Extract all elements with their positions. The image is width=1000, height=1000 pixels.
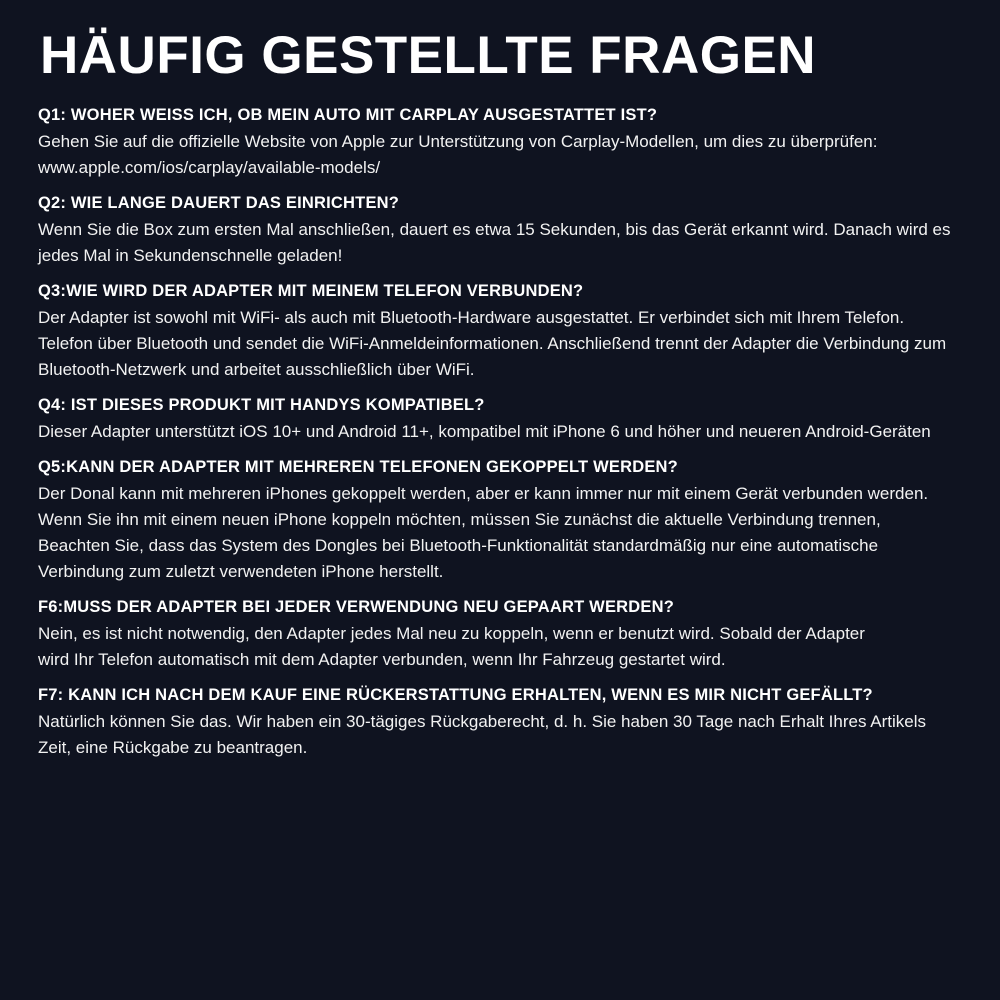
faq-item bbox=[38, 456, 962, 585]
faq-item bbox=[38, 394, 962, 445]
faq-answer-line: wird Ihr Telefon automatisch mit dem Adapter verbunden, wenn Ihr Fahrzeug gestartet wird. bbox=[38, 650, 726, 669]
faq-question: Q5:KANN DER ADAPTER MIT MEHREREN TELEFONEN GEKOPPELT WERDEN? bbox=[38, 458, 678, 476]
faq-question: Q4: IST DIESES PRODUKT MIT HANDYS KOMPATIBEL? bbox=[38, 396, 485, 414]
faq-answer: Wenn Sie die Box zum ersten Mal anschließen, dauert es etwa 15 Sekunden, bis das Gerät erkannt wird. Danach wird es jedes Mal in Sekundenschnelle geladen! bbox=[38, 220, 951, 265]
page-title: HÄUFIG GESTELLTE FRAGEN bbox=[40, 26, 817, 85]
faq-item bbox=[38, 596, 962, 673]
faq-item bbox=[38, 684, 962, 761]
faq-question: Q1: WOHER WEISS ICH, OB MEIN AUTO MIT CARPLAY AUSGESTATTET IST? bbox=[38, 106, 658, 124]
faq-answer-line: Nein, es ist nicht notwendig, den Adapter jedes Mal neu zu koppeln, wenn er benutzt wird. Sobald der Adapter bbox=[38, 624, 865, 643]
faq-answer: Natürlich können Sie das. Wir haben ein 30-tägiges Rückgaberecht, d. h. Sie haben 30 Tage nach Erhalt Ihres Artikels Zeit, eine Rückgabe zu beantragen. bbox=[38, 712, 926, 757]
faq-item bbox=[38, 192, 962, 269]
faq-answer-line: Telefon über Bluetooth und sendet die WiFi-Anmeldeinformationen. Anschließend trennt der Adapter die Verbindung zum Bluetooth-Netzwerk und arbeitet ausschließlich über WiFi. bbox=[38, 334, 947, 379]
faq-question: F7: KANN ICH NACH DEM KAUF EINE RÜCKERSTATTUNG ERHALTEN, WENN ES MIR NICHT GEFÄLLT? bbox=[38, 686, 873, 704]
faq-answer bbox=[38, 305, 962, 383]
faq-answer-line: Beachten Sie, dass das System des Dongles bei Bluetooth-Funktionalität standardmäßig nur eine automatische Verbindung zum zuletzt verwendeten iPhone herstellt. bbox=[38, 536, 879, 581]
faq-answer: Dieser Adapter unterstützt iOS 10+ und Android 11+, kompatibel mit iPhone 6 und höher und neueren Android-Geräten bbox=[38, 422, 931, 441]
faq-question: F6:MUSS DER ADAPTER BEI JEDER VERWENDUNG NEU GEPAART WERDEN? bbox=[38, 598, 674, 616]
faq-answer: Gehen Sie auf die offizielle Website von Apple zur Unterstützung von Carplay-Modellen, um dies zu überprüfen: www.apple.com/ios/carplay/available-models/ bbox=[38, 132, 878, 177]
faq-question: Q2: WIE LANGE DAUERT DAS EINRICHTEN? bbox=[38, 194, 400, 212]
faq-answer-line: Der Adapter ist sowohl mit WiFi- als auch mit Bluetooth-Hardware ausgestattet. Er verbindet sich mit Ihrem Telefon. bbox=[38, 308, 905, 327]
faq-item bbox=[38, 104, 962, 181]
faq-question: Q3:WIE WIRD DER ADAPTER MIT MEINEM TELEFON VERBUNDEN? bbox=[38, 282, 584, 300]
faq-answer bbox=[38, 621, 962, 673]
faq-answer-line: Der Donal kann mit mehreren iPhones gekoppelt werden, aber er kann immer nur mit einem Gerät verbunden werden. Wenn Sie ihn mit einem neuen iPhone koppeln möchten, müssen Sie zunächst die aktuelle Verbindung trennen, bbox=[38, 484, 929, 529]
faq-list bbox=[38, 104, 962, 761]
faq-answer bbox=[38, 481, 962, 585]
faq-item bbox=[38, 280, 962, 383]
